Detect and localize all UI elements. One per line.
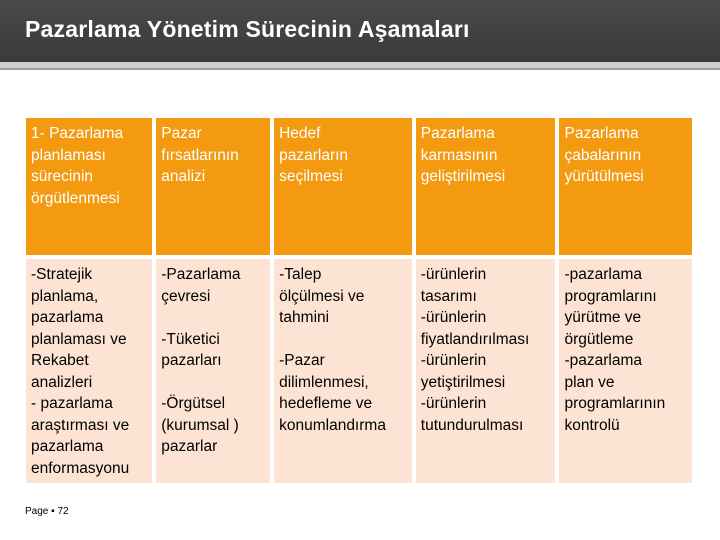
header-cell [559,118,692,255]
detail-text: -ürünlerin tasarımı -ürünlerin fiyatlandırılması -ürünlerin yetiştirilmesi -ürünlerin tutundurulması [420,266,530,434]
detail-cell [156,259,270,483]
title-bar [0,0,720,62]
header-cell [274,118,412,255]
slide-title: Pazarlama Yönetim Sürecinin Aşamaları [25,16,470,42]
detail-text: -pazarlama programlarını yürütme ve örgütleme -pazarlama plan ve programlarının kontrolü [564,266,666,434]
stages-table [22,114,696,487]
header-text: 1- Pazarlama planlaması sürecinin örgütlenmesi [31,125,124,207]
detail-cell [416,259,556,483]
title-divider-shadow [0,68,720,70]
detail-row [26,259,692,483]
header-text: Hedef pazarların seçilmesi [279,125,349,185]
detail-text: -Stratejik planlama, pazarlama planlaması ve Rekabet analizleri - pazarlama araştırması ve pazarlama enformasyonu [31,266,130,477]
header-row [26,118,692,255]
header-cell [26,118,152,255]
detail-text: -Pazarlama çevresi -Tüketici pazarları -Örgütsel (kurumsal ) pazarlar [161,266,241,455]
header-text: Pazarlama çabalarının yürütülmesi [564,125,644,185]
page-number: Page ▪ 72 [25,506,69,517]
detail-cell [559,259,692,483]
detail-text: -Talep ölçülmesi ve tahmini -Pazar dilimlenmesi, hedefleme ve konumlandırma [279,266,386,434]
header-text: Pazarlama karmasının geliştirilmesi [420,125,506,185]
header-cell [416,118,556,255]
header-text: Pazar fırsatlarının analizi [161,125,239,185]
detail-cell [26,259,152,483]
detail-cell [274,259,412,483]
header-cell [156,118,270,255]
